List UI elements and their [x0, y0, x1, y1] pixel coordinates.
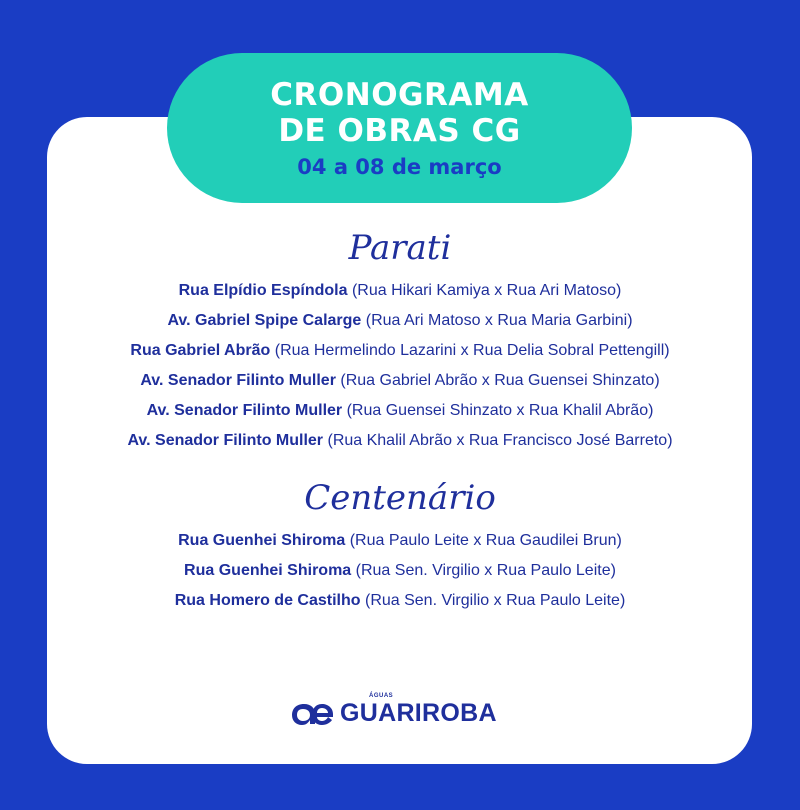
- street-range: (Rua Sen. Virgilio x Rua Paulo Leite): [364, 592, 626, 609]
- street-range: (Rua Gabriel Abrão x Rua Guensei Shinzato): [340, 372, 660, 389]
- street-name: Rua Guenhei Shiroma: [184, 562, 352, 579]
- list-item: [0, 526, 800, 556]
- street-name: Av. Gabriel Spipe Calarge: [167, 312, 362, 329]
- logo-name: GUARIROBA: [340, 699, 497, 727]
- list-item: [0, 276, 800, 306]
- street-range: (Rua Hermelindo Lazarini x Rua Delia Sobral Pettengill): [274, 342, 670, 359]
- list-item: [0, 336, 800, 366]
- street-range: (Rua Hikari Kamiya x Rua Ari Matoso): [351, 282, 622, 299]
- street-range: (Rua Ari Matoso x Rua Maria Garbini): [365, 312, 633, 329]
- street-range: (Rua Paulo Leite x Rua Gaudilei Brun): [349, 532, 622, 549]
- street-range: (Rua Sen. Virgilio x Rua Paulo Leite): [355, 562, 616, 579]
- street-list: [0, 526, 800, 616]
- list-item: [0, 586, 800, 616]
- section-title: Parati: [348, 228, 452, 268]
- water-drop-icon: [290, 700, 334, 728]
- street-name: Rua Gabriel Abrão: [130, 342, 271, 359]
- list-item: [0, 366, 800, 396]
- title-line-2: DE OBRAS CG: [278, 113, 521, 149]
- street-range: (Rua Khalil Abrão x Rua Francisco José Barreto): [327, 432, 673, 449]
- date-range: 04 a 08 de março: [297, 155, 502, 179]
- section-title: Centenário: [304, 478, 496, 518]
- section-centenario: [0, 476, 800, 616]
- street-list: [0, 276, 800, 456]
- street-name: Rua Guenhei Shiroma: [178, 532, 346, 549]
- street-name: Av. Senador Filinto Muller: [140, 372, 336, 389]
- list-item: [0, 426, 800, 456]
- title-line-1: CRONOGRAMA: [270, 77, 529, 113]
- header-pill: [167, 53, 632, 203]
- street-name: Av. Senador Filinto Muller: [146, 402, 343, 419]
- section-parati: [0, 226, 800, 456]
- list-item: [0, 306, 800, 336]
- street-name: Rua Homero de Castilho: [174, 592, 361, 609]
- logo-row: [290, 699, 497, 728]
- list-item: [0, 396, 800, 426]
- logo-small-text: ÁGUAS: [369, 693, 394, 699]
- street-range: (Rua Guensei Shinzato x Rua Khalil Abrão): [346, 402, 654, 419]
- street-name: Rua Elpídio Espíndola: [178, 282, 348, 299]
- street-name: Av. Senador Filinto Muller: [127, 432, 324, 449]
- list-item: [0, 556, 800, 586]
